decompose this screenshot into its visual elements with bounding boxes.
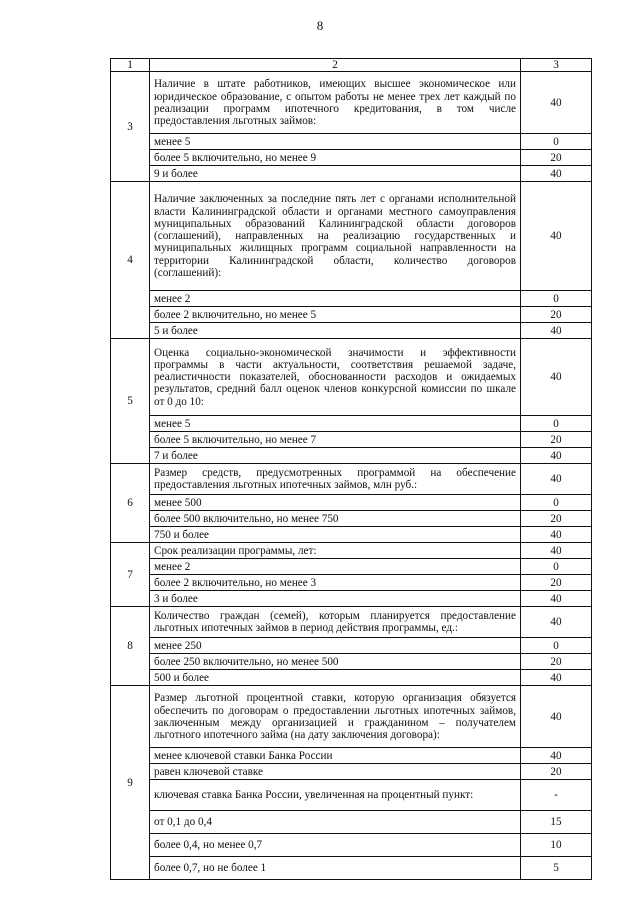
- option-label: более 250 включительно, но менее 500: [150, 654, 521, 670]
- option-points: 20: [521, 432, 592, 448]
- option-row: [111, 780, 592, 811]
- header-row: [111, 59, 592, 72]
- option-points: 20: [521, 764, 592, 780]
- criterion-row: [111, 182, 592, 291]
- criterion-number: 9: [111, 686, 150, 880]
- option-row: [111, 591, 592, 607]
- option-label: менее 500: [150, 495, 521, 511]
- option-label: менее 2: [150, 291, 521, 307]
- option-label: более 0,7, но не более 1: [150, 857, 521, 880]
- option-label: 750 и более: [150, 527, 521, 543]
- option-label: 5 и более: [150, 323, 521, 339]
- option-row: [111, 654, 592, 670]
- option-points: 5: [521, 857, 592, 880]
- option-points: 0: [521, 495, 592, 511]
- option-row: [111, 307, 592, 323]
- option-label: 3 и более: [150, 591, 521, 607]
- option-label: более 2 включительно, но менее 5: [150, 307, 521, 323]
- option-row: [111, 511, 592, 527]
- option-label: более 0,4, но менее 0,7: [150, 834, 521, 857]
- option-points: 40: [521, 527, 592, 543]
- option-label: более 5 включительно, но менее 9: [150, 150, 521, 166]
- sub-option-row: [111, 857, 592, 880]
- sub-option-row: [111, 811, 592, 834]
- option-points: 20: [521, 575, 592, 591]
- header-col-1: 1: [111, 59, 150, 72]
- option-label: от 0,1 до 0,4: [150, 811, 521, 834]
- option-row: [111, 448, 592, 464]
- criterion-title: Количество граждан (семей), которым планируется предоставление льготных ипотечных займов в период действия программы, ед.:: [150, 607, 521, 638]
- option-label: более 2 включительно, но менее 3: [150, 575, 521, 591]
- criterion-points: 40: [521, 182, 592, 291]
- page-number: 8: [316, 18, 324, 33]
- option-points: 0: [521, 416, 592, 432]
- option-row: [111, 323, 592, 339]
- option-row: [111, 291, 592, 307]
- criterion-row: [111, 686, 592, 748]
- option-points: -: [521, 780, 592, 811]
- option-row: [111, 527, 592, 543]
- criterion-row: [111, 607, 592, 638]
- option-row: [111, 495, 592, 511]
- option-points: 40: [521, 748, 592, 764]
- option-row: [111, 134, 592, 150]
- option-label: равен ключевой ставке: [150, 764, 521, 780]
- option-row: [111, 764, 592, 780]
- option-points: 20: [521, 307, 592, 323]
- option-label: 9 и более: [150, 166, 521, 182]
- option-points: 0: [521, 291, 592, 307]
- header-col-3: 3: [521, 59, 592, 72]
- criterion-row: [111, 543, 592, 559]
- option-points: 0: [521, 559, 592, 575]
- criterion-title: Размер средств, предусмотренных программой на обеспечение предоставления льготных ипотечных займов, млн руб.:: [150, 464, 521, 495]
- option-points: 40: [521, 166, 592, 182]
- option-points: 10: [521, 834, 592, 857]
- criterion-row: [111, 339, 592, 416]
- sub-option-row: [111, 834, 592, 857]
- option-label: менее 2: [150, 559, 521, 575]
- option-row: [111, 416, 592, 432]
- option-row: [111, 559, 592, 575]
- criterion-number: 5: [111, 339, 150, 464]
- option-points: 40: [521, 670, 592, 686]
- option-points: 0: [521, 638, 592, 654]
- option-row: [111, 670, 592, 686]
- option-label: менее 250: [150, 638, 521, 654]
- criterion-title: Размер льготной процентной ставки, которую организация обязуется обеспечить по договорам о предоставлении льготных ипотечных займов, заключенным между организацией и гражданином – получателем льготного ипотечного займа (на дату заключения договора):: [150, 686, 521, 748]
- option-label: менее 5: [150, 416, 521, 432]
- option-label: менее 5: [150, 134, 521, 150]
- criterion-number: 6: [111, 464, 150, 543]
- criterion-points: 40: [521, 607, 592, 638]
- option-row: [111, 150, 592, 166]
- criterion-points: 40: [521, 72, 592, 134]
- option-row: [111, 432, 592, 448]
- option-label: более 5 включительно, но менее 7: [150, 432, 521, 448]
- option-label: 7 и более: [150, 448, 521, 464]
- criterion-title: Оценка социально-экономической значимости и эффективности программы в части актуальности, соответствия решаемой задаче, реалистичности показателей, обоснованности расходов и ожидаемых результатов, средний балл оценок членов конкурсной комиссии по шкале от 0 до 10:: [150, 339, 521, 416]
- option-row: [111, 638, 592, 654]
- option-points: 15: [521, 811, 592, 834]
- option-points: 40: [521, 323, 592, 339]
- criterion-row: [111, 72, 592, 134]
- option-row: [111, 575, 592, 591]
- criterion-number: 8: [111, 607, 150, 686]
- option-points: 20: [521, 150, 592, 166]
- option-label: менее ключевой ставки Банка России: [150, 748, 521, 764]
- criterion-points: 40: [521, 686, 592, 748]
- criterion-row: [111, 464, 592, 495]
- criterion-number: 7: [111, 543, 150, 607]
- criterion-points: 40: [521, 339, 592, 416]
- criteria-table: [110, 58, 592, 880]
- option-points: 40: [521, 448, 592, 464]
- criterion-title: Наличие в штате работников, имеющих высшее экономическое или юридическое образование, с опытом работы не менее трех лет каждый по реализации программ ипотечного кредитования, в том числе предоставления льготных займов:: [150, 72, 521, 134]
- option-label: ключевая ставка Банка России, увеличенная на процентный пункт:: [150, 780, 521, 811]
- option-label: более 500 включительно, но менее 750: [150, 511, 521, 527]
- criterion-number: 4: [111, 182, 150, 339]
- option-points: 20: [521, 511, 592, 527]
- option-points: 0: [521, 134, 592, 150]
- option-label: 500 и более: [150, 670, 521, 686]
- option-points: 20: [521, 654, 592, 670]
- criterion-points: 40: [521, 543, 592, 559]
- criterion-title: Наличие заключенных за последние пять лет с органами исполнительной власти Калининградской области и органами местного самоуправления муниципальных образований Калининградской области договоров (соглашений), направленных на реализацию государственных и муниципальных жилищных программ социальной направленности на территории Калининградской области, количество договоров (соглашений):: [150, 182, 521, 291]
- header-col-2: 2: [150, 59, 521, 72]
- option-row: [111, 748, 592, 764]
- option-row: [111, 166, 592, 182]
- criterion-title: Срок реализации программы, лет:: [150, 543, 521, 559]
- criterion-points: 40: [521, 464, 592, 495]
- option-points: 40: [521, 591, 592, 607]
- criterion-number: 3: [111, 72, 150, 182]
